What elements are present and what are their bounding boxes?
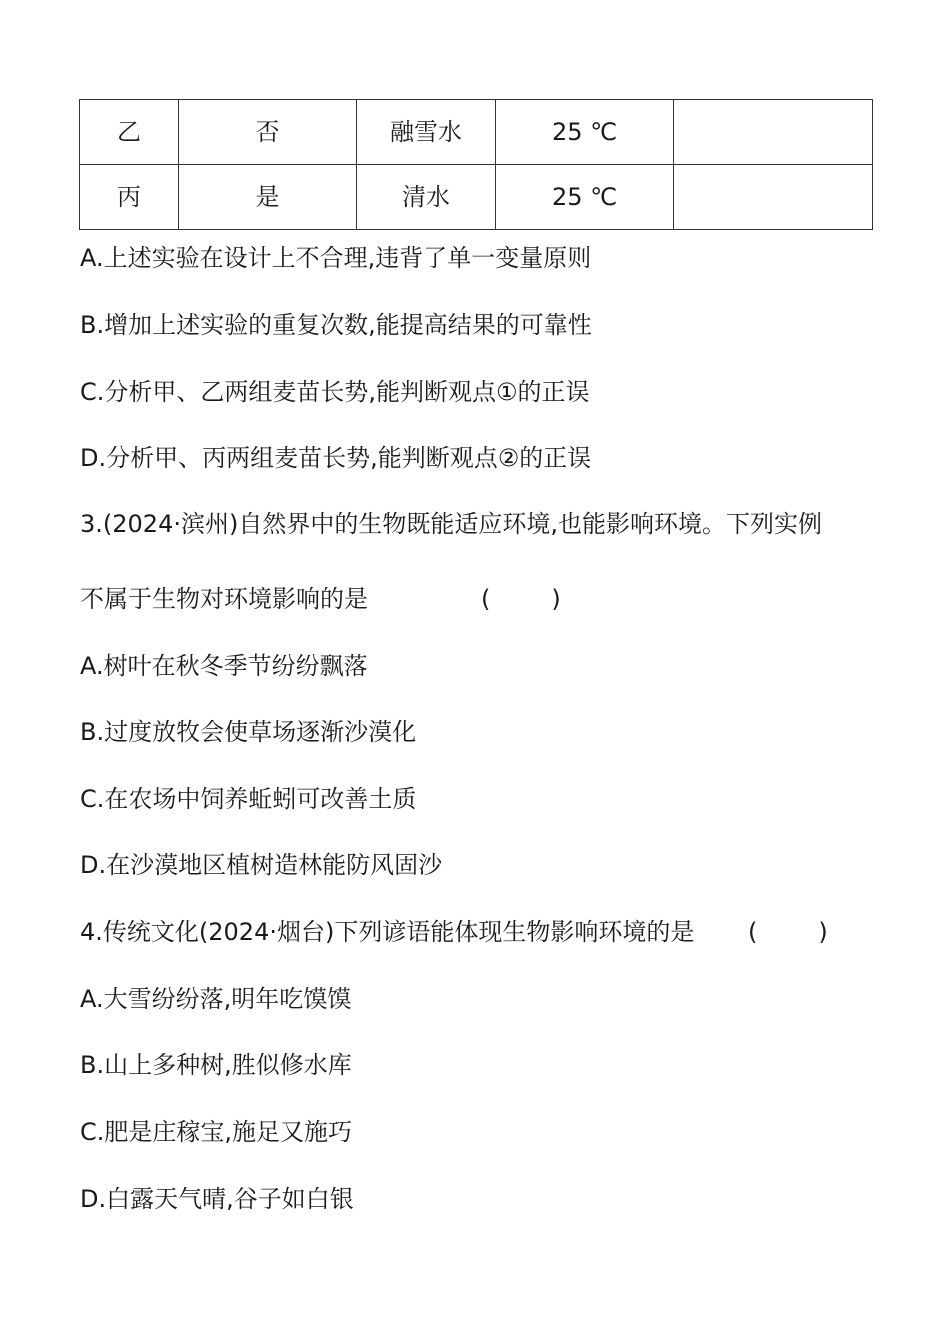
table-cell: 25 ℃ (496, 165, 674, 230)
q4-option-d: D.白露天气晴,谷子如白银 (80, 1185, 354, 1213)
table-cell: 融雪水 (357, 100, 496, 165)
table-cell: 是 (179, 165, 357, 230)
q2-option-b: B.增加上述实验的重复次数,能提高结果的可靠性 (80, 311, 592, 339)
table-row (80, 165, 873, 230)
table-cell: 否 (179, 100, 357, 165)
q4-option-b: B.山上多种树,胜似修水库 (80, 1051, 352, 1079)
table-cell (674, 100, 873, 165)
q4-answer-bracket: ( ) (748, 918, 828, 946)
q3-option-c: C.在农场中饲养蚯蚓可改善土质 (80, 785, 417, 813)
table-cell (674, 165, 873, 230)
table-cell: 清水 (357, 165, 496, 230)
q4-option-a: A.大雪纷纷落,明年吃馍馍 (80, 985, 352, 1013)
q3-option-a: A.树叶在秋冬季节纷纷飘落 (80, 652, 368, 680)
table-row (80, 100, 873, 165)
q3-answer-bracket: ( ) (481, 585, 561, 613)
table-cell: 25 ℃ (496, 100, 674, 165)
q4-option-c: C.肥是庄稼宝,施足又施巧 (80, 1118, 353, 1146)
experiment-table (79, 99, 873, 230)
q3-option-b: B.过度放牧会使草场逐渐沙漠化 (80, 718, 417, 746)
q4-stem: 4.传统文化(2024·烟台)下列谚语能体现生物影响环境的是 (80, 918, 695, 946)
q3-stem-line2: 不属于生物对环境影响的是 (80, 585, 368, 613)
table-cell: 乙 (80, 100, 179, 165)
q2-option-d: D.分析甲、丙两组麦苗长势,能判断观点②的正误 (80, 444, 592, 472)
q2-option-a: A.上述实验在设计上不合理,违背了单一变量原则 (80, 244, 592, 272)
q2-option-c: C.分析甲、乙两组麦苗长势,能判断观点①的正误 (80, 378, 590, 406)
table-cell: 丙 (80, 165, 179, 230)
q3-stem-line1: 3.(2024·滨州)自然界中的生物既能适应环境,也能影响环境。下列实例 (80, 510, 822, 538)
q3-option-d: D.在沙漠地区植树造林能防风固沙 (80, 851, 443, 879)
